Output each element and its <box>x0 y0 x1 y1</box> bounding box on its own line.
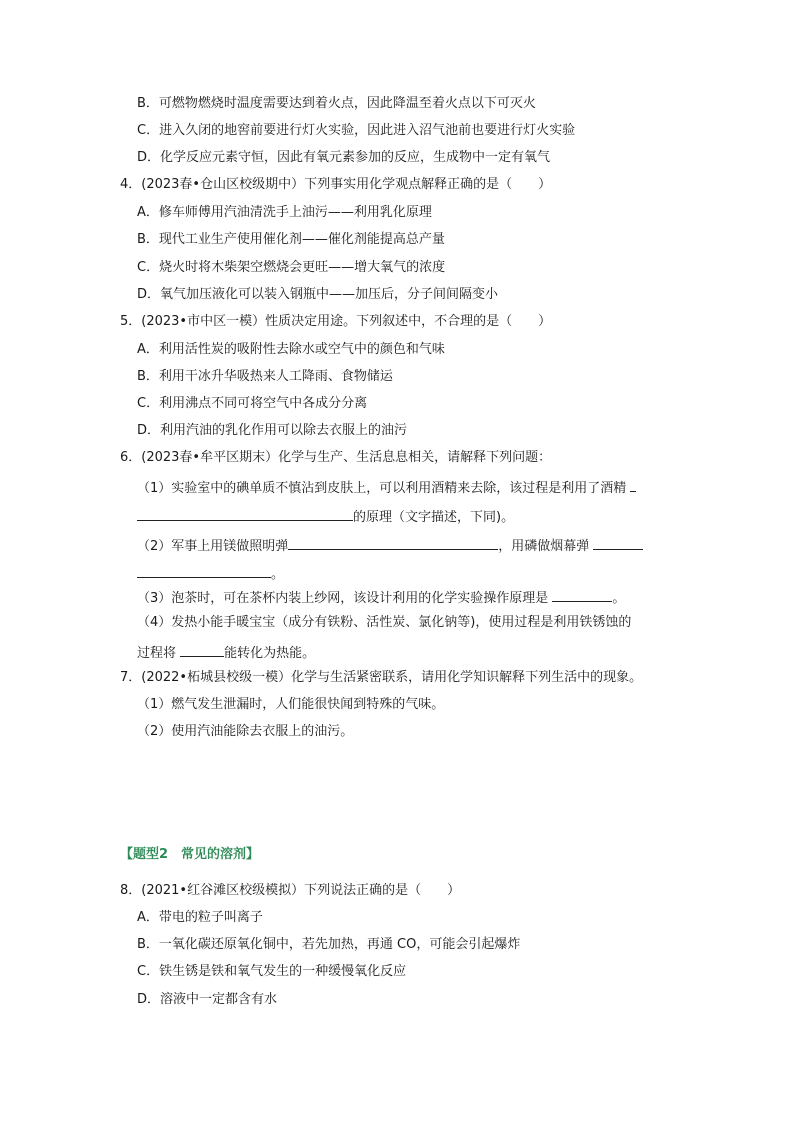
q8-option-a: A．带电的粒子叫离子 <box>137 910 263 925</box>
q3-option-d: D．化学反应元素守恒，因此有氧元素参加的反应，生成物中一定有氧气 <box>137 150 551 165</box>
answer-blank[interactable] <box>288 535 498 550</box>
q5-option-a: A．利用活性炭的吸附性去除水或空气中的颜色和气味 <box>137 342 445 357</box>
q4-option-b: B．现代工业生产使用催化剂——催化剂能提高总产量 <box>137 232 445 247</box>
q8-option-c: C．铁生锈是铁和氧气发生的一种缓慢氧化反应 <box>137 964 407 979</box>
q5-stem: 5．(2023•市中区一模）性质决定用途。下列叙述中，不合理的是（ ） <box>120 314 552 329</box>
q6-sub1-line2 <box>137 506 514 524</box>
q6-sub2-text-end: 。 <box>271 567 285 582</box>
q6-sub4-line1: （4）发热小能手暖宝宝（成分有铁粉、活性炭、氯化钠等)，使用过程是利用铁锈蚀的 <box>137 615 632 630</box>
q6-sub2-line2 <box>137 563 284 581</box>
answer-blank[interactable] <box>137 563 271 578</box>
answer-blank[interactable] <box>552 587 612 602</box>
q8-option-d: D．溶液中一定都含有水 <box>137 992 278 1007</box>
q5-option-b: B．利用干冰升华吸热来人工降雨、食物储运 <box>137 369 393 384</box>
q6-stem: 6．(2023春•牟平区期末）化学与生产、生活息息相关，请解释下列问题： <box>120 450 552 465</box>
q7-sub1: （1）燃气发生泄漏时，人们能很快闻到特殊的气味。 <box>137 697 445 712</box>
q6-sub2-text: （2）军事上用镁做照明弹 <box>137 539 289 554</box>
answer-blank[interactable] <box>630 477 636 492</box>
q6-sub3 <box>137 587 625 605</box>
q6-sub2-line1 <box>137 535 643 553</box>
q5-option-d: D．利用汽油的乳化作用可以除去衣服上的油污 <box>137 423 408 438</box>
q7-sub2: （2）使用汽油能除去衣服上的油污。 <box>137 724 354 739</box>
q7-stem: 7．(2022•柘城县校级一模）化学与生活紧密联系，请用化学知识解释下列生活中的现象。 <box>120 670 643 685</box>
answer-blank[interactable] <box>180 642 224 657</box>
q8-stem: 8．(2021•红谷滩区校级模拟）下列说法正确的是（ ） <box>120 883 461 898</box>
q6-sub1-text-cont: 的原理（文字描述，下同)。 <box>353 510 515 525</box>
q4-option-c: C．烧火时将木柴架空燃烧会更旺——增大氧气的浓度 <box>137 260 446 275</box>
q6-sub4-line2 <box>137 642 315 660</box>
q3-option-b: B．可燃物燃烧时温度需要达到着火点，因此降温至着火点以下可灭火 <box>137 96 536 111</box>
q4-stem: 4．(2023春•仓山区校级期中）下列事实用化学观点解释正确的是（ ） <box>120 177 552 192</box>
q6-sub4-text-end: 能转化为热能。 <box>224 646 316 661</box>
q6-sub3-text-end: 。 <box>612 591 626 606</box>
q4-option-a: A．修车师傅用汽油清洗手上油污——利用乳化原理 <box>137 205 432 220</box>
q3-option-c: C．进入久闭的地窖前要进行灯火实验，因此进入沼气池前也要进行灯火实验 <box>137 123 576 138</box>
answer-blank[interactable] <box>593 535 643 550</box>
q6-sub4-text: 过程将 <box>137 646 177 661</box>
q8-option-b: B．一氧化碳还原氧化铜中，若先加热，再通 CO，可能会引起爆炸 <box>137 937 521 952</box>
q6-sub1-text: （1）实验室中的碘单质不慎沾到皮肤上，可以利用酒精来去除，该过程是利用了酒精 <box>137 481 627 496</box>
q6-sub1-line1 <box>137 477 636 495</box>
q6-sub2-text-mid: ，用磷做烟幕弹 <box>498 539 590 554</box>
q5-option-c: C．利用沸点不同可将空气中各成分分离 <box>137 396 368 411</box>
q6-sub3-text: （3）泡茶时，可在茶杯内装上纱网，该设计利用的化学实验操作原理是 <box>137 591 549 606</box>
section-heading: 【题型2 常见的溶剂】 <box>120 847 260 862</box>
q4-option-d: D．氧气加压液化可以装入钢瓶中——加压后，分子间间隔变小 <box>137 287 499 302</box>
answer-blank[interactable] <box>137 506 353 521</box>
